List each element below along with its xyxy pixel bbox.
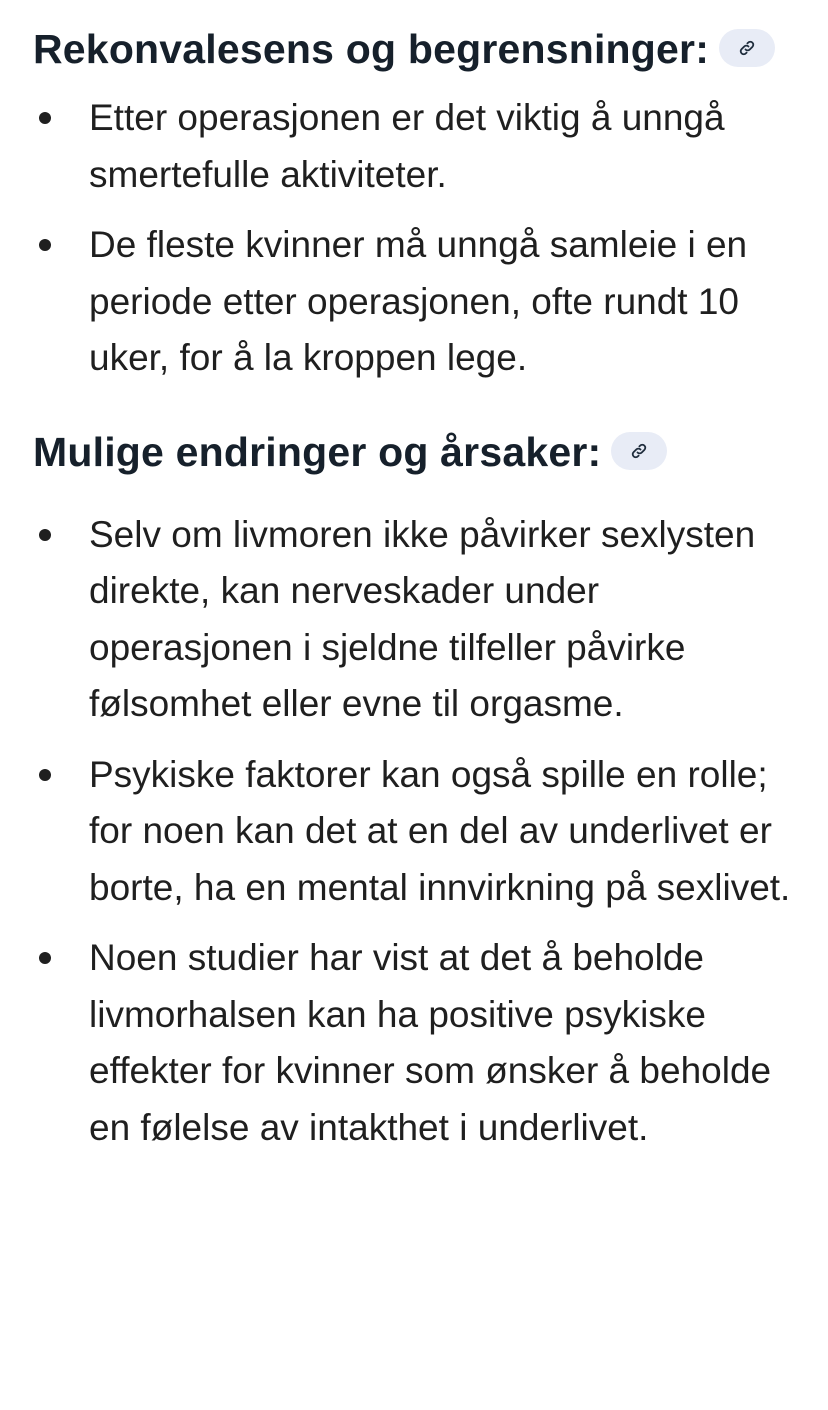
list-item	[33, 507, 803, 733]
section-heading	[33, 18, 803, 80]
section-possible-changes	[33, 421, 803, 1157]
list-item-text: Etter operasjonen er det viktig å unngå smertefulle aktiviteter.	[89, 97, 725, 195]
link-icon	[630, 442, 648, 460]
list-item	[33, 90, 803, 203]
list-item-text: Noen studier har vist at det å beholde livmorhalsen kan ha positive psykiske effekter for kvinner som ønsker å beholde en følelse av intakthet i underlivet.	[89, 937, 772, 1148]
list-item	[33, 747, 803, 917]
bullet-point	[39, 529, 51, 541]
section-recovery	[33, 18, 803, 387]
bullet-list	[33, 507, 803, 1157]
copy-link-button[interactable]	[611, 432, 667, 470]
bullet-point	[39, 239, 51, 251]
list-item	[33, 217, 803, 387]
response-content	[33, 18, 803, 1156]
list-item-text: Psykiske faktorer kan også spille en rolle; for noen kan det at en del av underlivet er borte, ha en mental innvirkning på sexlivet.	[89, 753, 791, 908]
list-item	[33, 930, 803, 1156]
bullet-point	[39, 112, 51, 124]
section-heading-text: Rekonvalesens og begrensninger:	[33, 26, 710, 72]
section-heading	[33, 421, 803, 483]
bullet-list	[33, 90, 803, 387]
section-heading-text: Mulige endringer og årsaker:	[33, 428, 602, 475]
bullet-point	[39, 769, 51, 781]
link-icon	[738, 39, 756, 57]
list-item-text: De fleste kvinner må unngå samleie i en periode etter operasjonen, ofte rundt 10 uker, for å la kroppen lege.	[89, 224, 748, 378]
copy-link-button[interactable]	[719, 29, 775, 67]
list-item-text: Selv om livmoren ikke påvirker sexlysten direkte, kan nerveskader under operasjonen i sjeldne tilfeller påvirke følsomhet eller evne til orgasme.	[89, 513, 756, 724]
bullet-point	[39, 952, 51, 964]
